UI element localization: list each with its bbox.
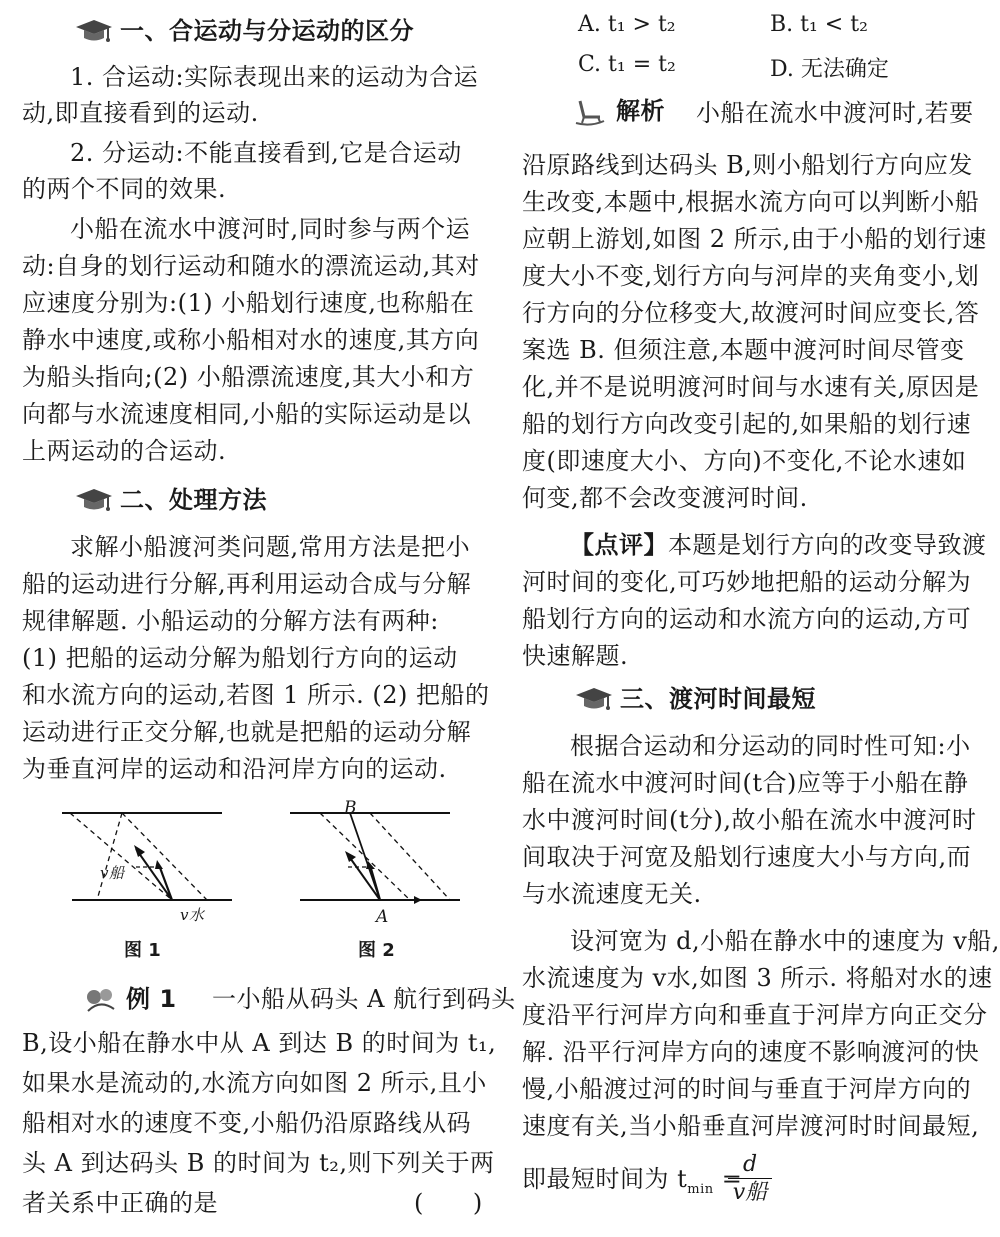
comment-label: 【点评】 xyxy=(570,531,668,559)
comment-line: 河时间的变化,可巧妙地把船的运动分解为 xyxy=(522,568,972,596)
paragraph-line: 静水中速度,或称小船相对水的速度,其方向 xyxy=(22,326,480,354)
analysis-line: 度大小不变,划行方向与河岸的夹角变小,划 xyxy=(522,262,980,290)
section-3-title: 三、渡河时间最短 xyxy=(620,685,816,713)
option-a: A. t₁ > t₂ xyxy=(578,12,676,37)
fraction-numerator: d xyxy=(728,1152,772,1179)
example-line: 头 A 到达码头 B 的时间为 t₂,则下列关于两 xyxy=(22,1149,495,1177)
paragraph-line: 应速度分别为:(1) 小船划行速度,也称船在 xyxy=(22,289,475,317)
velocity-water-label: v水 xyxy=(180,906,205,924)
analysis-line: 度(即速度大小、方向)不变化,不论水速如 xyxy=(522,447,967,475)
answer-blank: ( ) xyxy=(414,1189,483,1217)
comment-line: 船划行方向的运动和水流方向的运动,方可 xyxy=(522,605,972,633)
analysis-label: 解析 xyxy=(616,97,665,125)
paragraph-line: 向都与水流速度相同,小船的实际运动是以 xyxy=(22,400,472,428)
equals-sign: = xyxy=(721,1165,743,1193)
paragraph-line: 设河宽为 d,小船在静水中的速度为 v船, xyxy=(570,927,1000,955)
paragraph-line: 解. 沿平行河岸方向的速度不影响渡河的快 xyxy=(522,1038,980,1066)
analysis-line: 沿原路线到达码头 B,则小船划行方向应发 xyxy=(522,151,973,179)
analysis-line: 应朝上游划,如图 2 所示,由于小船的划行速 xyxy=(522,225,987,253)
figure-1-diagram xyxy=(62,805,252,925)
paragraph-line: 小船在流水中渡河时,同时参与两个运 xyxy=(70,215,471,243)
comment-text: 本题是划行方向的改变导致渡 xyxy=(668,531,987,559)
figure-2-diagram xyxy=(290,805,490,925)
analysis-line: 行方向的分位移变大,故渡河时间应变长,答 xyxy=(522,299,980,327)
example-label: 例 1 xyxy=(126,985,177,1013)
example-line: B,设小船在静水中从 A 到达 B 的时间为 t₁, xyxy=(22,1029,497,1057)
paragraph-line: 度沿平行河岸方向和垂直于河岸方向正交分 xyxy=(522,1001,988,1029)
analysis-line: 小船在流水中渡河时,若要 xyxy=(696,99,974,127)
analysis-line: 何变,都不会改变渡河时间. xyxy=(522,484,808,512)
point-a-label: A xyxy=(376,907,389,927)
paragraph-line: 1. 合运动:实际表现出来的运动为合运 xyxy=(70,63,479,91)
example-heading xyxy=(80,984,177,1015)
paragraph-line: 的两个不同的效果. xyxy=(22,175,227,203)
velocity-boat-label: v船 xyxy=(100,864,125,882)
fraction xyxy=(728,1152,772,1207)
paragraph-line: 和水流方向的运动,若图 1 所示. (2) 把船的 xyxy=(22,681,490,709)
flower-icon xyxy=(80,985,120,1015)
option-c: C. t₁ = t₂ xyxy=(578,52,676,77)
fraction-denominator: v船 xyxy=(732,1180,768,1205)
paragraph-line: 速度有关,当小船垂直河岸渡河时时间最短, xyxy=(522,1112,980,1140)
example-line: 船相对水的速度不变,小船仍沿原路线从码 xyxy=(22,1109,472,1137)
analysis-heading xyxy=(570,96,665,127)
paragraph-line: 运动进行正交分解,也就是把船的运动分解 xyxy=(22,718,472,746)
formula-prefix: 即最短时间为 t xyxy=(522,1165,688,1193)
example-line: 如果水是流动的,水流方向如图 2 所示,且小 xyxy=(22,1069,487,1097)
paragraph-line: 水中渡河时间(t分),故小船在流水中渡河时 xyxy=(522,806,977,834)
section-1-title: 一、合运动与分运动的区分 xyxy=(120,17,414,45)
paragraph-line: 船在流水中渡河时间(t合)应等于小船在静 xyxy=(522,769,969,797)
paragraph-line: 间取决于河宽及船划行速度大小与方向,而 xyxy=(522,843,972,871)
graduation-cap-icon xyxy=(74,486,114,516)
paragraph-line: 为垂直河岸的运动和沿河岸方向的运动. xyxy=(22,755,447,783)
graduation-cap-icon xyxy=(74,17,114,47)
graduation-cap-icon xyxy=(574,685,614,715)
analysis-line: 船的划行方向改变引起的,如果船的划行速 xyxy=(522,410,972,438)
point-b-label: B xyxy=(344,798,357,818)
section-1-heading xyxy=(74,16,414,47)
analysis-line: 化,并不是说明渡河时间与水速有关,原因是 xyxy=(522,373,980,401)
paragraph-line: 动,即直接看到的运动. xyxy=(22,99,259,127)
option-d: D. 无法确定 xyxy=(770,57,889,82)
paragraph-line: (1) 把船的运动分解为船划行方向的运动 xyxy=(22,644,458,672)
figure-2-caption: 图 2 xyxy=(358,940,395,961)
paragraph-line: 与水流速度无关. xyxy=(522,880,702,908)
rocking-chair-icon xyxy=(570,97,610,127)
paragraph-line: 根据合运动和分运动的同时性可知:小 xyxy=(570,732,971,760)
analysis-line: 案选 B. 但须注意,本题中渡河时间尽管变 xyxy=(522,336,965,364)
paragraph-line: 动:自身的划行运动和随水的漂流运动,其对 xyxy=(22,252,480,280)
figure-1-caption: 图 1 xyxy=(124,940,161,961)
paragraph-line: 慢,小船渡过河的时间与垂直于河岸方向的 xyxy=(522,1075,972,1103)
example-line: 一小船从码头 A 航行到码头 xyxy=(212,985,516,1013)
section-2-heading xyxy=(74,485,267,516)
comment-line xyxy=(570,530,987,560)
paragraph-line: 船的运动进行分解,再利用运动合成与分解 xyxy=(22,570,472,598)
paragraph-line: 求解小船渡河类问题,常用方法是把小 xyxy=(70,533,471,561)
paragraph-line: 上两运动的合运动. xyxy=(22,437,227,465)
paragraph-line: 水流速度为 v水,如图 3 所示. 将船对水的速 xyxy=(522,964,993,992)
paragraph-line: 2. 分运动:不能直接看到,它是合运动 xyxy=(70,139,462,167)
comment-line: 快速解题. xyxy=(522,642,629,670)
t-min-subscript: min xyxy=(687,1181,714,1197)
example-line: 者关系中正确的是 xyxy=(22,1189,218,1217)
paragraph-line: 为船头指向;(2) 小船漂流速度,其大小和方 xyxy=(22,363,475,391)
option-b: B. t₁ < t₂ xyxy=(770,12,868,37)
section-2-title: 二、处理方法 xyxy=(120,486,267,514)
paragraph-line: 规律解题. 小船运动的分解方法有两种: xyxy=(22,607,439,635)
section-3-heading xyxy=(574,684,816,715)
formula-line xyxy=(522,1164,742,1205)
analysis-line: 生改变,本题中,根据水流方向可以判断小船 xyxy=(522,188,980,216)
